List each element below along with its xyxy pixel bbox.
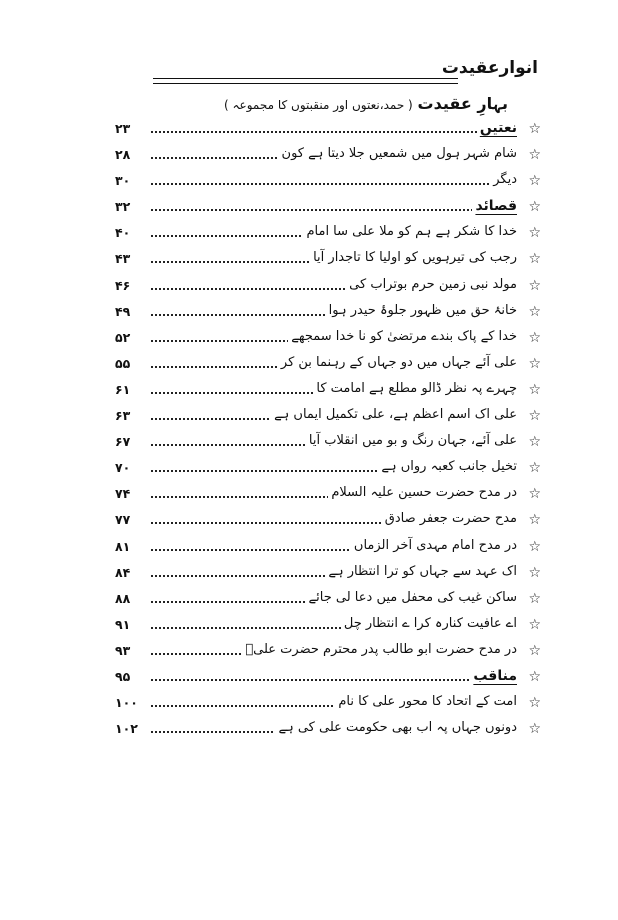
toc-entry <box>115 562 545 588</box>
toc-entry-line <box>115 118 517 144</box>
toc-entry-line <box>115 431 517 457</box>
toc-entry-page: ۷۴ <box>115 486 131 502</box>
toc-entry-title: اے عافیت کنارہ کرا ے انتظار چل <box>341 616 517 631</box>
toc-entry-line <box>115 536 517 562</box>
toc-entry-page: ۶۱ <box>115 381 131 397</box>
toc-entry-page: ۱۰۲ <box>115 721 138 737</box>
toc-entry-line <box>115 275 517 301</box>
toc-entry-title: در مدح حضرت ابو طالب پدر محترم حضرت علیؑ <box>242 642 517 657</box>
toc-entry-line <box>115 483 517 509</box>
toc-entry-page: ۸۸ <box>115 590 131 606</box>
toc-entry-line <box>115 170 517 196</box>
star-bullet-icon: ☆ <box>528 538 541 555</box>
star-bullet-icon: ☆ <box>528 721 541 738</box>
toc-entry-page: ۹۵ <box>115 668 131 684</box>
toc-entry-page: ۸۱ <box>115 538 131 554</box>
toc-entry-line <box>115 248 517 274</box>
toc-entry <box>115 170 545 196</box>
toc-entry <box>115 222 545 248</box>
toc-entry-line <box>115 509 517 535</box>
toc-entry-title: علی اک اسم اعظم ہے، علی تکمیل ایماں ہے <box>271 407 517 422</box>
toc-entry-line <box>115 405 517 431</box>
toc-entry <box>115 431 545 457</box>
toc-entry-page: ۹۳ <box>115 642 131 658</box>
toc-entry-line <box>115 614 517 640</box>
toc-entry-page: ۶۷ <box>115 434 131 450</box>
toc-entry-page: ۸۴ <box>115 564 131 580</box>
star-bullet-icon: ☆ <box>528 434 541 451</box>
toc-entry-title: ساکن غیب کی محفل میں دعا لی جائے <box>306 590 517 605</box>
toc-entry-title: مدح حضرت جعفر صادق <box>382 511 517 526</box>
star-bullet-icon: ☆ <box>528 486 541 503</box>
toc-entry <box>115 640 545 666</box>
star-bullet-icon: ☆ <box>528 225 541 242</box>
toc-entry-title: علی آئے، جہان رنگ و بو میں انقلاب آیا <box>306 433 517 448</box>
star-bullet-icon: ☆ <box>528 329 541 346</box>
toc-entry-page: ۲۳ <box>115 121 131 136</box>
star-bullet-icon: ☆ <box>528 277 541 294</box>
toc-entry <box>115 457 545 483</box>
toc-entry-page: ۴۳ <box>115 251 131 267</box>
toc-entry <box>115 379 545 405</box>
toc-entry-title: خدا کا شکر ہے ہم کو ملا علی سا امام <box>303 224 517 239</box>
toc-entry-title: رجب کی تیرہویں کو اولیا کا تاجدار آیا <box>310 250 517 265</box>
section-title <box>224 94 508 113</box>
toc-entry-title: قصائد <box>472 198 517 214</box>
toc-entry-title: شام شہر ہول میں شمعیں جلا دیتا ہے کون <box>279 146 517 161</box>
toc-entry-title: امت کے اتحاد کا محور علی کا نام <box>335 694 517 709</box>
toc-entry-page: ۵۵ <box>115 355 131 371</box>
toc-entry-line <box>115 692 517 718</box>
toc-section-heading <box>115 666 545 692</box>
toc-entry-title: در مدح حضرت حسین علیہ السلام <box>328 485 517 500</box>
toc-entry-page: ۴۹ <box>115 303 131 319</box>
star-bullet-icon: ☆ <box>528 512 541 529</box>
star-bullet-icon: ☆ <box>528 408 541 425</box>
toc-entry-line <box>115 144 517 170</box>
toc-entry-line <box>115 718 517 744</box>
toc-entry-line <box>115 640 517 666</box>
toc-entry-line <box>115 666 517 692</box>
toc-entry-page: ۳۰ <box>115 173 131 189</box>
toc-entry-line <box>115 196 517 222</box>
running-header: انوارعقیدت <box>441 58 538 78</box>
toc-entry-line <box>115 562 517 588</box>
toc-entry-title: خانۂ حق میں ظہور جلوۂ حیدر ہوا <box>326 303 517 318</box>
star-bullet-icon: ☆ <box>528 695 541 712</box>
star-bullet-icon: ☆ <box>528 121 541 137</box>
toc-entry-page: ۴۰ <box>115 225 131 241</box>
toc-entry <box>115 692 545 718</box>
star-bullet-icon: ☆ <box>528 251 541 268</box>
toc-entry-line <box>115 353 517 379</box>
toc-entry-line <box>115 457 517 483</box>
toc-entry <box>115 718 545 744</box>
toc-entry <box>115 248 545 274</box>
toc-entry <box>115 144 545 170</box>
toc-entry-title: چہرے پہ نظر ڈالو مطلع ہے امامت کا <box>313 381 517 396</box>
toc-entry-line <box>115 327 517 353</box>
toc-entry <box>115 353 545 379</box>
toc-entry-page: ۴۶ <box>115 277 131 293</box>
toc-entry-page: ۷۰ <box>115 460 131 476</box>
star-bullet-icon: ☆ <box>528 590 541 607</box>
toc-entry-title: علی آئے جہاں میں دو جہاں کے رہنما بن کر <box>278 355 517 370</box>
toc-entry <box>115 536 545 562</box>
star-bullet-icon: ☆ <box>528 173 541 190</box>
toc-entry-title: تخیل جانب کعبہ رواں ہے <box>378 459 517 474</box>
dot-leader <box>151 131 517 133</box>
star-bullet-icon: ☆ <box>528 460 541 477</box>
toc-entry-page: ۶۳ <box>115 408 131 424</box>
toc-entry-title: دیگر <box>490 172 517 187</box>
toc-entry-title: خدا کے پاک بندے مرتضیٰ کو نا خدا سمجھے <box>288 329 517 344</box>
toc-entry <box>115 275 545 301</box>
dot-leader <box>151 183 517 185</box>
toc-entry-title: مولد نبی زمین حرم بوتراب کی <box>346 277 517 292</box>
table-of-contents <box>115 118 545 744</box>
toc-entry-page: ۹۱ <box>115 616 131 632</box>
toc-entry <box>115 327 545 353</box>
toc-entry-title: نعتیں <box>477 120 517 136</box>
toc-entry <box>115 588 545 614</box>
star-bullet-icon: ☆ <box>528 303 541 320</box>
star-bullet-icon: ☆ <box>528 642 541 659</box>
toc-section-heading <box>115 118 545 144</box>
toc-entry <box>115 509 545 535</box>
star-bullet-icon: ☆ <box>528 381 541 398</box>
toc-entry-title: مناقب <box>470 668 517 684</box>
toc-entry-page: ۳۲ <box>115 199 131 215</box>
toc-entry-page: ۲۸ <box>115 147 131 163</box>
book-title: بہارِ عقیدت <box>417 94 508 113</box>
dot-leader <box>151 209 517 211</box>
toc-entry <box>115 614 545 640</box>
star-bullet-icon: ☆ <box>528 564 541 581</box>
toc-entry-title: دونوں جہاں پہ اب بھی حکومت علی کی ہے <box>275 720 517 735</box>
toc-entry <box>115 301 545 327</box>
header-rule-bottom <box>153 83 458 84</box>
dot-leader <box>151 679 517 681</box>
toc-entry-page: ۵۲ <box>115 329 131 345</box>
toc-entry <box>115 405 545 431</box>
toc-entry-page: ۱۰۰ <box>115 695 138 711</box>
toc-entry-line <box>115 379 517 405</box>
toc-entry-line <box>115 222 517 248</box>
star-bullet-icon: ☆ <box>528 147 541 164</box>
header-rule-top <box>153 78 458 79</box>
toc-entry-line <box>115 301 517 327</box>
star-bullet-icon: ☆ <box>528 668 541 685</box>
toc-entry-line <box>115 588 517 614</box>
toc-entry-title: در مدح امام مہدی آخر الزماں <box>351 538 517 553</box>
star-bullet-icon: ☆ <box>528 616 541 633</box>
book-subtitle: ( حمد،نعتوں اور منقبتوں کا مجموعہ ) <box>224 98 413 112</box>
toc-entry <box>115 483 545 509</box>
toc-section-heading <box>115 196 545 222</box>
star-bullet-icon: ☆ <box>528 355 541 372</box>
toc-entry-title: اک عہد سے جہاں کو ترا انتظار ہے <box>325 564 517 579</box>
toc-entry-page: ۷۷ <box>115 512 131 528</box>
star-bullet-icon: ☆ <box>528 199 541 216</box>
